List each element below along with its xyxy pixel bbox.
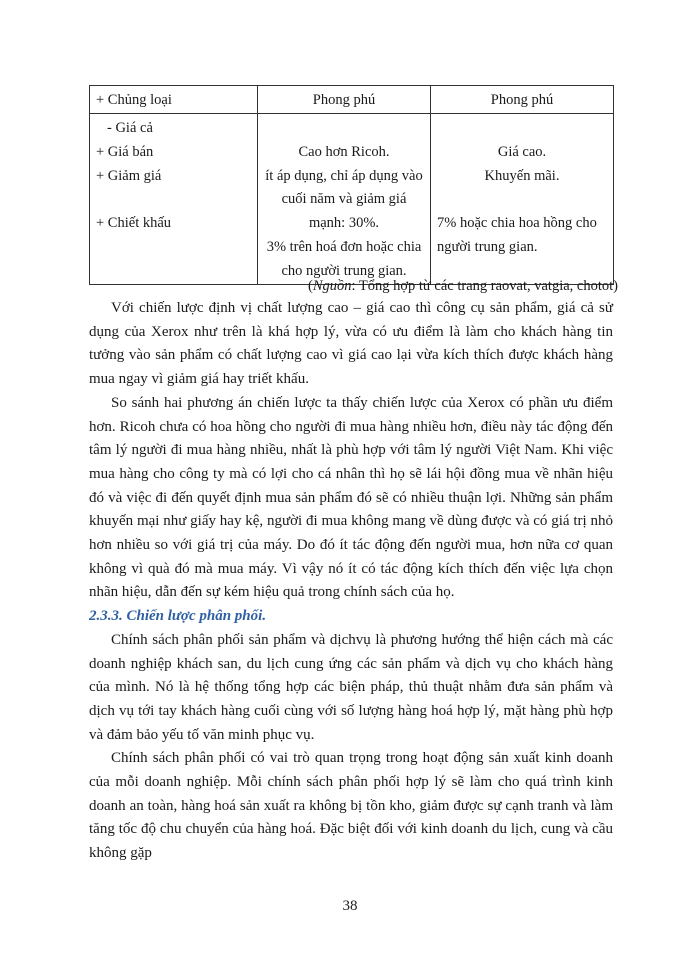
col2-line: mạnh: 30%. (308, 215, 380, 232)
header-xerox-value: Phong phú (312, 92, 376, 108)
section-heading: 2.3.3. Chiến lược phân phối. (89, 608, 267, 625)
table-cell-col3 (431, 114, 614, 285)
col2-line: 3% trên hoá đơn hoặc chia (266, 238, 422, 255)
col2-line: Cao hơn Ricoh. (298, 143, 390, 160)
paragraph: Chính sách phân phối sản phẩm và dịchvụ là phương hướng thể hiện cách mà các doanh nghiệp khách san, du lịch cung ứng các sản phẩm và dịch vụ cho khách hàng của mình. Nó là hệ thống tổng hợp các biện pháp, thủ thuật nhằm đưa sản phẩm và dịch vụ tới tay khách hàng cuối cùng với số lượng hàng hoá hợp lý, mặt hàng phù hợp và đảm bảo yếu tố văn minh phục vụ. (89, 631, 613, 743)
paragraph: Với chiến lược định vị chất lượng cao – giá cao thì công cụ sản phẩm, giá cả sử dụng của Xerox như trên là khá hợp lý, vừa có ưu điểm là làm cho khách hàng tin tưởng vào sản phẩm có chất lượng cao vì giá cao lại vừa kích thích được khách hàng mua ngay vì giảm giá hay triết khấu. (89, 300, 613, 388)
header-type-label: + Chủng loại (96, 92, 172, 108)
body-text (89, 297, 613, 866)
table-cell (431, 86, 614, 114)
table-cell-criteria (90, 114, 258, 285)
col3-line: Khuyến mãi. (484, 167, 560, 184)
table-cell (90, 86, 258, 114)
comparison-table (89, 85, 614, 285)
page-number: 38 (342, 898, 358, 914)
criteria-price: - Giá cả (107, 120, 153, 136)
table-row (90, 114, 614, 285)
col2-line: cuối năm và giảm giá (281, 191, 407, 208)
col2-line: ít áp dụng, chỉ áp dụng vào (265, 167, 423, 184)
col3-line: Giá cao. (497, 143, 547, 160)
paragraph: So sánh hai phương án chiến lược ta thấy chiến lược của Xerox có phần ưu điểm hơn. Ricoh chưa có hoa hồng cho người đi mua hàng nhiều hơn, điều này tác động đến tâm lý người đi mua hàng nhiều, nhất là phù hợp với tâm lý người Việt Nam. Khi việc mua hàng cho công ty mà có lợi cho cá nhân thì họ sẽ lái hội đồng mua về nhãn hiệu đó và việc đi đến quyết định mua sản phẩm đó sẽ có nhiều thuận lợi. Những sản phẩm khuyến mại như giấy hay kệ, người đi mua không mang về dùng được và có giá trị nhỏ hơn nhiều so với giá trị của máy. Do đó ít tác động đến người mua, hơn nữa cơ quan không vì quà đó mà mua máy. Vì vậy nó ít có tác động kích thích đến việc lựa chọn nhãn hiệu, dẫn đến sự kém hiệu quả trong chính sách của họ. (89, 394, 613, 601)
source-open-paren: ( (307, 278, 313, 294)
criteria-discount: + Giảm giá (96, 167, 162, 184)
col3-line: người trung gian. (437, 238, 538, 255)
table-cell (258, 86, 431, 114)
source-label: Nguồn (312, 278, 352, 294)
criteria-rebate: + Chiết khấu (96, 215, 172, 232)
source-text: : Tổng hợp từ các trang raovat, vatgia, chotot) (351, 278, 618, 294)
table-header-row (90, 86, 614, 114)
col2-line: cho người trung gian. (281, 262, 407, 279)
criteria-sale-price: + Giá bán (96, 143, 154, 160)
header-ricoh-value: Phong phú (490, 92, 554, 108)
source-note (308, 276, 618, 296)
col3-line: 7% hoặc chia hoa hồng cho (437, 215, 597, 232)
paragraph: Chính sách phân phối có vai trò quan trọng trong hoạt động sản xuất kinh doanh của mỗi doanh nghiệp. Mỗi chính sách phân phối hợp lý sẽ làm cho quá trình kinh doanh an toàn, hàng hoá sản xuất ra không bị tồn kho, giảm được sự cạnh tranh và làm tăng tốc độ chu chuyển của hàng hoá. Đặc biệt đối với kinh doanh du lịch, cung và cầu không gặp (89, 750, 613, 862)
table-cell-col2 (258, 114, 431, 285)
